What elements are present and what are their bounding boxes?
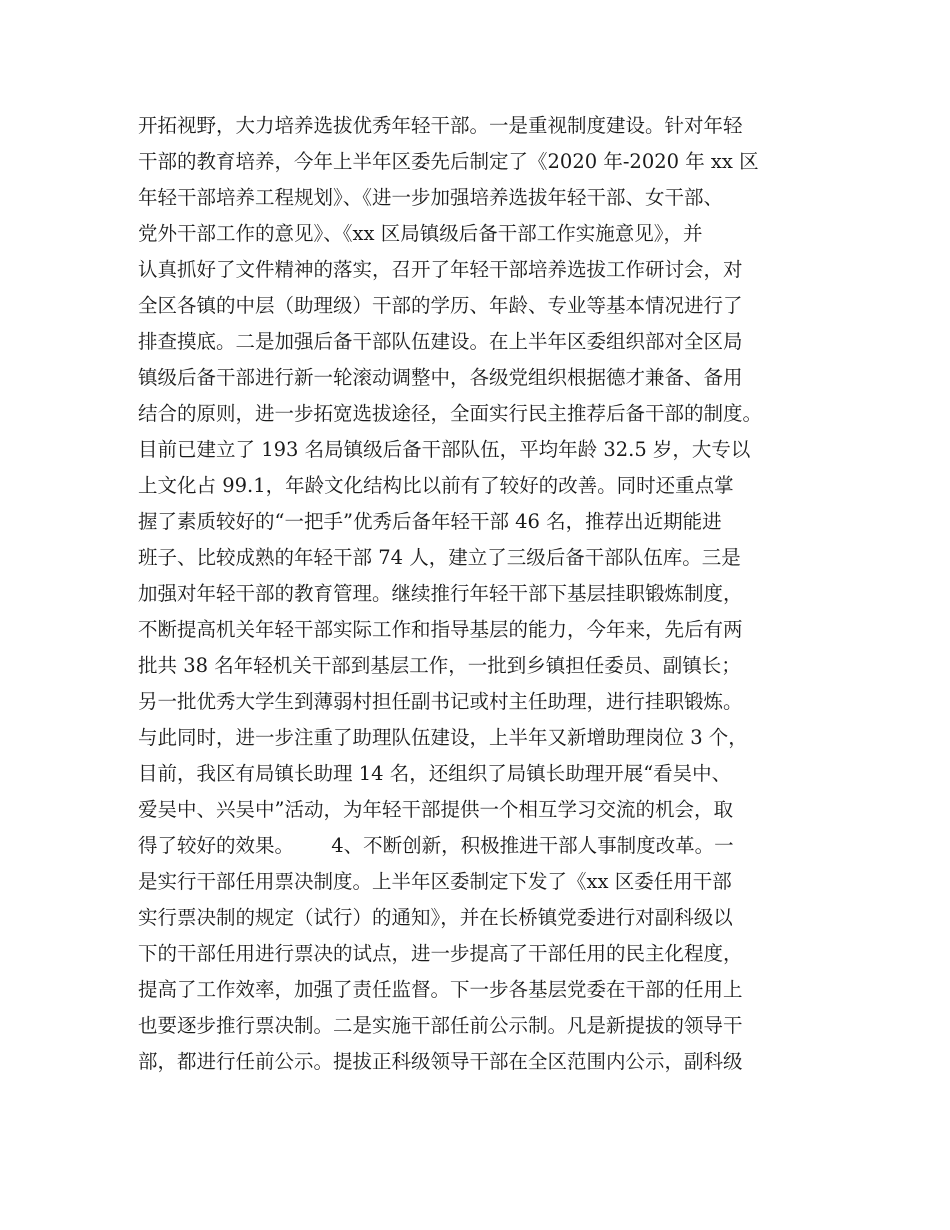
text-line: 党外干部工作的意见》、《xx 区局镇级后备干部工作实施意见》，并 (138, 222, 703, 245)
text-line: 认真抓好了文件精神的落实，召开了年轻干部培养选拔工作研讨会，对 (138, 258, 743, 281)
text-line: 握了素质较好的“一把手”优秀后备年轻干部 46 名，推荐出近期能进 (138, 510, 722, 533)
text-line: 干部的教育培养，今年上半年区委先后制定了《2020 年-2020 年 xx 区 (138, 150, 759, 173)
text-line: 实行票决制的规定（试行）的通知》，并在长桥镇党委进行对副科级以 (138, 906, 733, 929)
text-line: 开拓视野，大力培养选拔优秀年轻干部。一是重视制度建设。针对年轻 (138, 114, 743, 137)
text-line: 部，都进行任前公示。提拔正科级领导干部在全区范围内公示，副科级 (138, 1050, 743, 1073)
text-line: 爱吴中、兴吴中”活动，为年轻干部提供一个相互学习交流的机会，取 (138, 798, 733, 821)
text-line: 不断提高机关年轻干部实际工作和指导基层的能力，今年来，先后有两 (138, 618, 743, 641)
text-line: 加强对年轻干部的教育管理。继续推行年轻干部下基层挂职锻炼制度， (138, 582, 743, 605)
text-line: 与此同时，进一步注重了助理队伍建设，上半年又新增助理岗位 3 个， (138, 726, 748, 749)
text-line: 年轻干部培养工程规划》、《进一步加强培养选拔年轻干部、女干部、 (138, 186, 724, 209)
text-line: 目前，我区有局镇长助理 14 名，还组织了局镇长助理开展“看吴中、 (138, 762, 732, 785)
text-line: 提高了工作效率，加强了责任监督。下一步各基层党委在干部的任用上 (138, 978, 743, 1001)
text-line: 下的干部任用进行票决的试点，进一步提高了干部任用的民主化程度， (138, 942, 743, 965)
text-line: 上文化占 99.1，年龄文化结构比以前有了较好的改善。同时还重点掌 (138, 474, 734, 497)
text-line: 镇级后备干部进行新一轮滚动调整中，各级党组织根据德才兼备、备用 (138, 366, 743, 389)
text-line: 另一批优秀大学生到薄弱村担任副书记或村主任助理，进行挂职锻炼。 (138, 690, 743, 713)
body-text (138, 108, 838, 1080)
text-line: 也要逐步推行票决制。二是实施干部任前公示制。凡是新提拔的领导干 (138, 1014, 743, 1037)
text-line: 班子、比较成熟的年轻干部 74 人，建立了三级后备干部队伍库。三是 (138, 546, 741, 569)
text-line: 批共 38 名年轻机关干部到基层工作，一批到乡镇担任委员、副镇长； (138, 654, 741, 677)
text-line: 结合的原则，进一步拓宽选拔途径，全面实行民主推荐后备干部的制度。 (138, 402, 763, 425)
text-line: 目前已建立了 193 名局镇级后备干部队伍，平均年龄 32.5 岁，大专以 (138, 438, 751, 461)
text-line: 全区各镇的中层（助理级）干部的学历、年龄、专业等基本情况进行了 (138, 294, 743, 317)
text-line: 是实行干部任用票决制度。上半年区委制定下发了《xx 区委任用干部 (138, 870, 732, 893)
text-line: 得了较好的效果。 4、不断创新，积极推进干部人事制度改革。一 (138, 834, 734, 857)
text-line: 排查摸底。二是加强后备干部队伍建设。在上半年区委组织部对全区局 (138, 330, 743, 353)
